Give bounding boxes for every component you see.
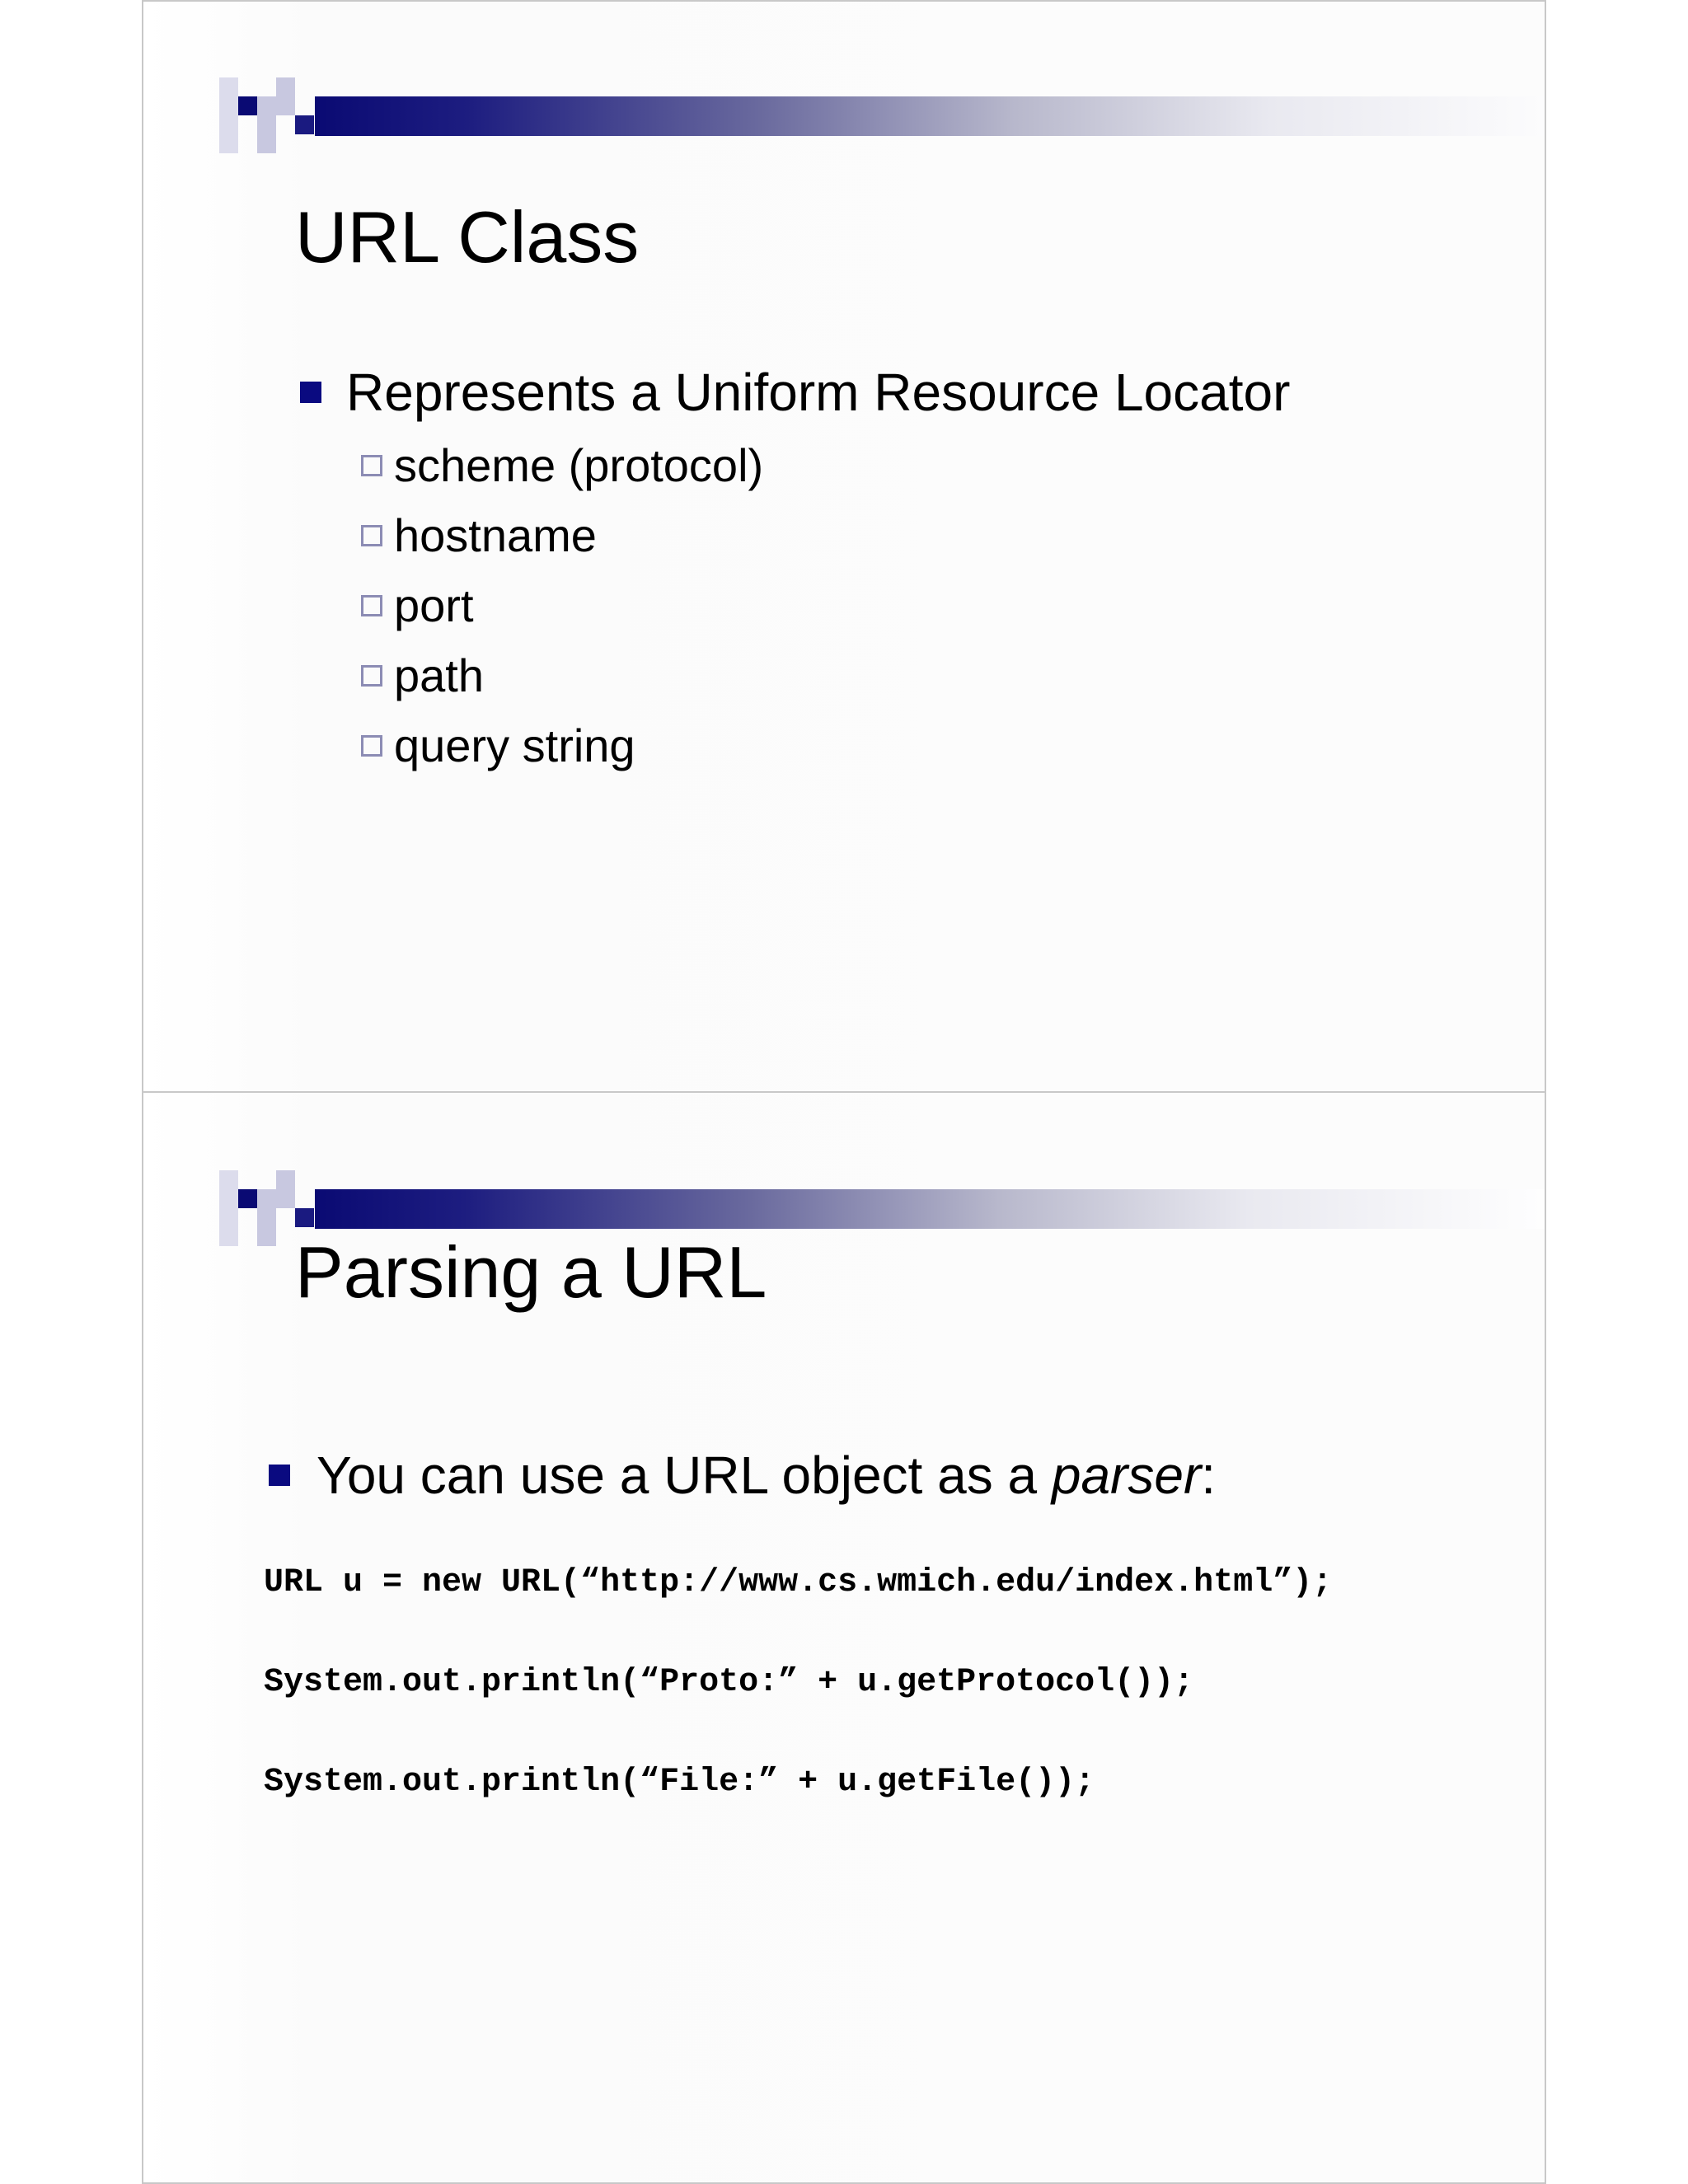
hollow-square-bullet-icon xyxy=(361,455,382,476)
subitem xyxy=(361,640,763,710)
code-line: URL u = new URL(“http://www.cs.wmich.edu/index.html”); xyxy=(264,1564,1333,1601)
code-line: System.out.println(“Proto:” + u.getProtocol()); xyxy=(264,1664,1194,1701)
code-block xyxy=(264,1563,1332,1862)
hollow-square-bullet-icon xyxy=(361,665,382,687)
subitem-list xyxy=(361,430,763,780)
subitem xyxy=(361,710,763,780)
square-bullet-icon xyxy=(269,1465,290,1486)
bullet-item xyxy=(300,359,1290,425)
subitem-text: hostname xyxy=(394,509,597,561)
hollow-square-bullet-icon xyxy=(361,595,382,616)
bullet-text-suffix: : xyxy=(1201,1446,1217,1505)
subitem xyxy=(361,500,763,570)
subitem xyxy=(361,570,763,640)
square-bullet-icon xyxy=(300,382,321,403)
slide-url-class xyxy=(142,0,1546,1093)
bullet-item xyxy=(269,1442,1216,1508)
bullet-text: Represents a Uniform Resource Locator xyxy=(346,363,1291,422)
slide-parsing-a-url xyxy=(142,1091,1546,2184)
subitem-text: query string xyxy=(394,719,635,771)
subitem-text: path xyxy=(394,649,484,701)
code-line: System.out.println(“File:” + u.getFile()); xyxy=(264,1764,1095,1801)
bullet-text-emphasis: parser xyxy=(1051,1446,1202,1505)
bullet-text-prefix: You can use a URL object as a xyxy=(316,1446,1052,1505)
bullet-text xyxy=(316,1442,1216,1508)
title-bar xyxy=(315,96,1546,136)
subitem xyxy=(361,430,763,500)
subitem-text: port xyxy=(394,579,474,631)
slide-title: Parsing a URL xyxy=(295,1231,767,1313)
slide-title: URL Class xyxy=(295,196,640,278)
title-bar xyxy=(315,1189,1546,1229)
slide-logo-icon xyxy=(219,77,314,153)
hollow-square-bullet-icon xyxy=(361,735,382,757)
hollow-square-bullet-icon xyxy=(361,525,382,546)
subitem-text: scheme (protocol) xyxy=(394,438,764,491)
